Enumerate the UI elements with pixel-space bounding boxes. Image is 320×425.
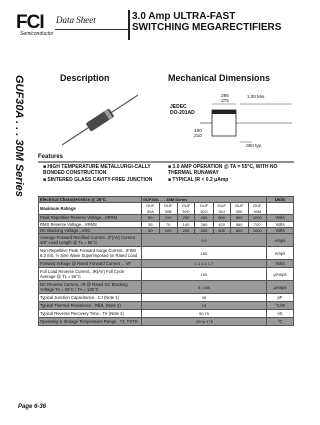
row-label: Forward Voltage @ Rated Forward Current ... VF [39,260,142,268]
product-title [132,11,281,33]
row-value: -65 to 175 [142,318,267,326]
cell-value: 280 [195,221,213,227]
cell-value: 800 [230,215,248,221]
cell-value: 70 [159,221,177,227]
row-unit: Amps [267,247,294,260]
table-row [39,247,294,260]
part-code: GUF 30G [195,203,213,215]
row-unit: °C [267,318,294,326]
series-sidebar-label: GUF30A . . . 30M Series [13,75,25,197]
header-rule [55,29,129,30]
feature-item: ■ SINTERED GLASS CAVITY-FREE JUNCTION [43,177,153,183]
dimension-lead-length: 1.00 Min. [247,94,266,99]
units-cell [267,203,294,215]
package-label [170,104,195,116]
row-value: 3.0 [142,234,267,247]
table-row [39,228,294,234]
series-sidebar [13,75,27,315]
cell-value: 35 [142,221,160,227]
table-row [39,234,294,247]
row-label: Full Load Reverse Current...IR(AV) Full Cycle Average @ TL = 55°C [39,268,142,281]
cell-value: 1000 [248,215,266,221]
feature-text: 3.0 AMP OPERATION @ TA = 55°C, WITH NO THERMAL RUNAWAY [168,164,278,176]
table-title: Electrical Characteristics @ 25°C. [39,197,142,203]
title-line-1: 3.0 Amp ULTRA-FAST [132,11,236,22]
page-number: Page 6-36 [18,404,47,410]
logo-subtitle: Semiconductor [20,31,54,37]
package-label-jedec: JEDEC [170,104,187,110]
table-row [39,215,294,221]
cell-value: 700 [248,221,266,227]
features-heading: Features [38,154,64,160]
row-value: 100 [142,268,267,281]
row-label: Typical Thermal Resistance...RθJL (Note 2) [39,302,142,310]
dimension-top-max: .285 [220,93,229,98]
table-row [39,260,294,268]
row-label: RMS Reverse Voltage...VRMS [39,221,142,227]
cell-value: 100 [159,215,177,221]
row-label: Typical Reverse Recovery Time...Trr (Note 3) [39,310,142,318]
features-rule [38,161,294,163]
series-heading: GUF30A . . . 30M Series [142,197,267,203]
row-value: 15 [142,302,267,310]
row-label: DC Reverse Current...IR @ Rated DC Blocking Voltage TA = 25°C / TA = 125°C [39,281,142,294]
cell-value: 400 [195,215,213,221]
dimension-side-min: .210 [193,133,202,138]
table-row [39,268,294,281]
mechanical-heading: Mechanical Dimensions [168,73,271,83]
table-row [39,221,294,227]
table-row [39,318,294,326]
cell-value: 200 [177,215,195,221]
max-ratings-label: Maximum Ratings [39,203,142,215]
row-value: 5 / 150 [142,281,267,294]
row-value: 150 [142,247,267,260]
company-logo: FCI [16,12,44,33]
row-label: DC Blocking Voltage...VDC [39,228,142,234]
cell-value: 600 [213,228,230,234]
part-code: GUF 30A [142,203,160,215]
row-unit: nS [267,310,294,318]
part-code: GUF 30J [213,203,230,215]
dimension-lead-dia: .050 typ. [245,143,263,148]
row-unit: Amps [267,234,294,247]
electrical-characteristics-table [38,196,294,326]
dimension-side-max: .100 [193,128,202,133]
header-divider [128,10,130,40]
cell-value: 50 [142,215,160,221]
cell-value: 600 [213,215,230,221]
cell-value: 560 [230,221,248,227]
row-label: Average Forward Rectified Current...IF(AV) Current 3/8" Lead Length @ TL = 55°C [39,234,142,247]
row-unit: Volts [267,260,294,268]
table-row [39,294,294,302]
table-row [39,281,294,294]
feature-text: HIGH TEMPERATURE METALLURGI-CALLY BONDED CONSTRUCTION [43,164,151,176]
row-unit: Volts [267,221,294,227]
part-code: GUF 30K [230,203,248,215]
cell-value: 100 [159,228,177,234]
part-code: GUF 30B [159,203,177,215]
units-heading: Units [267,197,294,203]
feature-text: TYPICAL IR < 0.2 μAmp [172,177,229,183]
table-row [39,302,294,310]
table-row [39,310,294,318]
row-label: Typical Junction Capacitance...CJ (Note 1) [39,294,142,302]
package-label-code: DO-201AD [170,110,195,116]
feature-item: ■ TYPICAL IR < 0.2 μAmp [168,177,229,183]
dimension-top-min: .275 [220,98,229,103]
feature-item: ■ HIGH TEMPERATURE METALLURGI-CALLY BONDED CONSTRUCTION [43,164,151,176]
title-line-2: SWITCHING MEGARECTIFIERS [132,22,282,33]
feature-item: ■ 3.0 AMP OPERATION @ TA = 55°C, WITH NO THERMAL RUNAWAY [168,164,278,176]
row-unit: Volts [267,228,294,234]
row-unit: μAmps [267,281,294,294]
cell-value: 50 [142,228,160,234]
diode-illustration [60,90,140,150]
cell-value: 200 [177,228,195,234]
cell-value: 1000 [248,228,266,234]
wide-rows [39,234,294,326]
row-unit: Volts [267,215,294,221]
row-label: Operating & Storage Temperature Range...TJ, TSTG [39,318,142,326]
cell-value: 140 [177,221,195,227]
row-unit: μAmps [267,268,294,281]
feature-text: SINTERED GLASS CAVITY-FREE JUNCTION [47,177,153,183]
cell-value: 420 [213,221,230,227]
row-value: 45 [142,294,267,302]
part-code: GUF 30D [177,203,195,215]
row-label: Peak Repetitive Reverse Voltage...VRRM [39,215,142,221]
row-value: 1.1 1.4 1.7 [142,260,267,268]
part-code: GUF 30M [248,203,266,215]
row-unit: pF [267,294,294,302]
data-sheet-label: Data Sheet [56,15,96,25]
cell-value: 400 [195,228,213,234]
row-label: Non-Repetitive Peak Forward Surge Current...IFSM 8.3 mS, ½ Sine Wave Superimposed on Rated Load [39,247,142,260]
description-heading: Description [60,73,110,83]
cell-value: 800 [230,228,248,234]
part-code-row [39,203,294,215]
package-outline-drawing [200,100,295,145]
row-unit: °C/W [267,302,294,310]
row-value: 50 75 [142,310,267,318]
